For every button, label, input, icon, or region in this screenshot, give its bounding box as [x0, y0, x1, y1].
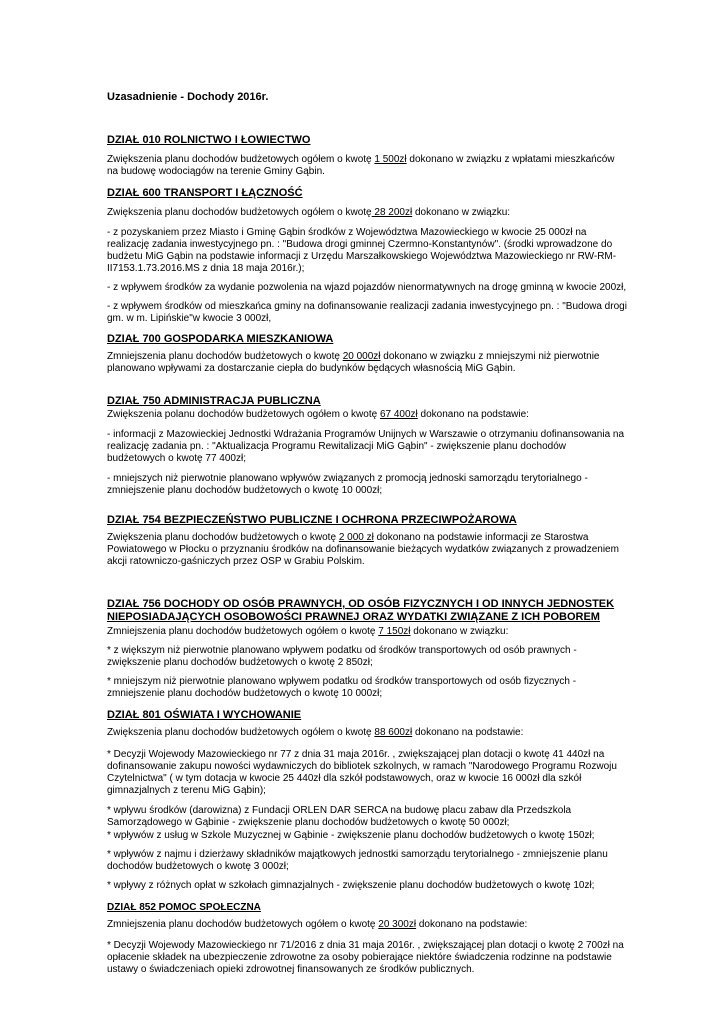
- text-run: dokonano w związku z mniejszymi niż pierwotnie planowano wpływami za dostarczanie ciepła do budynków będących własnością MiG Gąbin.: [107, 351, 600, 374]
- text-run: Zmniejszenia planu dochodów budżetowych ogółem o kwotę: [107, 919, 379, 930]
- text-run: dokonano na podstawie:: [417, 409, 529, 420]
- list-item: * wpływów z usług w Szkole Muzycznej w Gąbinie - zwiększenie planu dochodów budżetowych o kwotę 150zł;: [107, 830, 595, 841]
- amount: 1 500zł: [374, 154, 407, 165]
- document-body: [107, 91, 627, 976]
- text-run: dokonano na podstawie:: [412, 727, 524, 738]
- text-run: dokonano w związku:: [410, 626, 509, 637]
- text-run: Zwiększenia polanu dochodów budżetowych ogółem o kwotę: [107, 409, 380, 420]
- text-run: Zwiększenia planu dochodów budżetowych ogółem o kwotę: [107, 154, 375, 165]
- section-010-paragraph: [107, 154, 627, 178]
- text-run: Zwiększenia planu dochodów budżetowych ogółem o kwotę: [107, 207, 372, 218]
- section-756-paragraph: [107, 626, 627, 638]
- list-item: - z pozyskaniem przez Miasto i Gminę Gąbin środków z Województwa Mazowieckiego w kwocie 25 000zł na realizację zadania inwestycyjnego pn. : "Budowa drogi gminnej Czermno-Konstantynów". (środki wprowadzone do budżetu MiG Gąbin na podstawie informacji z Urzędu Marszałkowskiego Województwa Mazowieckiego nr RW-RM-II7153.1.73.2016.MS z dnia 18 maja 2016r.);: [107, 227, 617, 274]
- text-run: Zmniejszenia planu dochodów budżetowych o kwotę: [107, 351, 343, 362]
- list-item: * z większym niż pierwotnie planowano wpływem podatku od środków transportowych od osób prawnych - zwiększenie planu dochodów budżetowych o kwotę 2 850zł;: [107, 645, 577, 668]
- section-801-paragraph: [107, 727, 627, 739]
- list-item: * mniejszym niż pierwotnie planowano wpływem podatku od środków transportowych od osób fizycznych - zmniejszenie planu dochodów budżetowych o kwotę 10 000zł;: [107, 676, 577, 699]
- list-item: * wpływy z różnych opłat w szkołach gimnazjalnych - zwiększenie planu dochodów budżetowych o kwotę 10zł;: [107, 880, 595, 891]
- section-852-paragraph: [107, 919, 627, 931]
- amount: 28 200zł: [371, 207, 413, 218]
- text-run: Zwiększenia planu dochodów budżetowych ogółem o kwotę: [107, 727, 375, 738]
- section-754-paragraph: [107, 532, 627, 568]
- amount: 88 600zł: [374, 727, 413, 738]
- list-item: * wpływu środków (darowizna) z Fundacji ORLEN DAR SERCA na budowę placu zabaw dla Przedszkola Samorządowego w Gąbinie - zwiększenie planu dochodów budżetowych o kwotę 50 000zł;: [107, 805, 572, 828]
- amount: 2 000 zł: [338, 532, 374, 543]
- section-heading-801: DZIAŁ 801 OŚWIATA I WYCHOWANIE: [107, 709, 302, 721]
- amount: 20 000zł: [342, 351, 381, 362]
- section-600-paragraph: [107, 207, 627, 219]
- amount: 20 300zł: [378, 919, 417, 930]
- list-item: * wpływów z najmu i dzierżawy składników majątkowych jednostki samorządu terytorialnego - zmniejszenie planu dochodów budżetowych o kwotę 3 000zł;: [107, 849, 608, 872]
- section-heading-754: DZIAŁ 754 BEZPIECZEŃSTWO PUBLICZNE I OCHRONA PRZECIWPOŻAROWA: [107, 514, 517, 526]
- list-item: * Decyzji Wojewody Mazowieckiego nr 77 z dnia 31 maja 2016r. , zwiększającej plan dotacji o kwotę 41 440zł na dofinansowanie zakupu nowości wydawniczych do bibliotek szkolnych, w ramach "Narodowego Programu Rozwoju Czytelnictwa" ( w tym dotacja w kwocie 25 440zł dla szkół podstawowych, oraz w kwocie 16 000zł dla szkół gimnazjalnych z terenu MiG Gąbin);: [107, 749, 617, 796]
- list-item: - z wpływem środków od mieszkańca gminy na dofinansowanie realizacji zadania inwestycyjnego pn. : "Budowa drogi gm. w m. Lipińskie"w kwocie 3 000zł,: [107, 301, 627, 324]
- amount: 67 400zł: [379, 409, 418, 420]
- text-run: Zwiększenia planu dochodów budżetowych o kwotę: [107, 532, 339, 543]
- section-heading-756: DZIAŁ 756 DOCHODY OD OSÓB PRAWNYCH, OD OSÓB FIZYCZNYCH I OD INNYCH JEDNOSTEK NIEPOSIADAJĄCYCH OSOBOWOŚCI PRAWNEJ ORAZ WYDATKI ZWIĄZANE Z ICH POBOREM: [107, 598, 615, 623]
- section-heading-750: DZIAŁ 750 ADMINISTRACJA PUBLICZNA: [107, 395, 321, 407]
- list-item: * Decyzji Wojewody Mazowieckiego nr 71/2016 z dnia 31 maja 2016r. , zwiększającej plan dotacji o kwotę 2 700zł na opłacenie składek na ubezpieczenie zdrowotne za osoby pobierające niektóre świadczenia rodzinne na podstawie ustawy o świadczeniach opieki zdrowotnej finansowanych ze środków publicznych.: [107, 940, 624, 975]
- page-title: Uzasadnienie - Dochody 2016r.: [107, 91, 269, 103]
- section-750-paragraph: [107, 409, 627, 421]
- section-heading-700: DZIAŁ 700 GOSPODARKA MIESZKANIOWA: [107, 333, 334, 345]
- section-700-paragraph: [107, 351, 627, 375]
- text-run: dokonano na podstawie informacji ze Starostwa Powiatowego w Płocku o przyznaniu środków na dofinansowanie bieżących wydatków związanych z prowadzeniem akcji ratowniczo-gaśniczych przez OSP w Grabiu Polskim.: [107, 532, 619, 567]
- section-heading-852: DZIAŁ 852 POMOC SPOŁECZNA: [107, 902, 261, 913]
- amount: 7 150zł: [378, 626, 411, 637]
- text-run: dokonano na podstawie:: [416, 919, 528, 930]
- list-item: - informacji z Mazowieckiej Jednostki Wdrażania Programów Unijnych w Warszawie o otrzymaniu dofinansowania na realizację zadania pn. : "Aktualizacja Programu Rewitalizacji MiG Gąbin" - zwiększenie planu dochodów budżetowych o kwotę 77 400zł;: [107, 429, 625, 464]
- text-run: dokonano w związku:: [412, 207, 511, 218]
- text-run: dokonano w związku z wpłatami mieszkańców na budowę wodociągów na terenie Gminy Gąbin.: [107, 154, 615, 177]
- list-item: - z wpływem środków za wydanie pozwolenia na wjazd pojazdów nienormatywnych na drogę gminną w kwocie 200zł,: [107, 282, 627, 293]
- section-heading-010: DZIAŁ 010 ROLNICTWO I ŁOWIECTWO: [107, 134, 311, 146]
- text-run: Zmniejszenia planu dochodów budżetowych ogółem o kwotę: [107, 626, 379, 637]
- section-heading-600: DZIAŁ 600 TRANSPORT I ŁĄCZNOŚĆ: [107, 187, 303, 199]
- list-item: - mniejszych niż pierwotnie planowano wpływów związanych z promocją jednoski samorządu terytorialnego - zmniejszenie planu dochodów budżetowych o kwotę 10 000zł;: [107, 473, 588, 496]
